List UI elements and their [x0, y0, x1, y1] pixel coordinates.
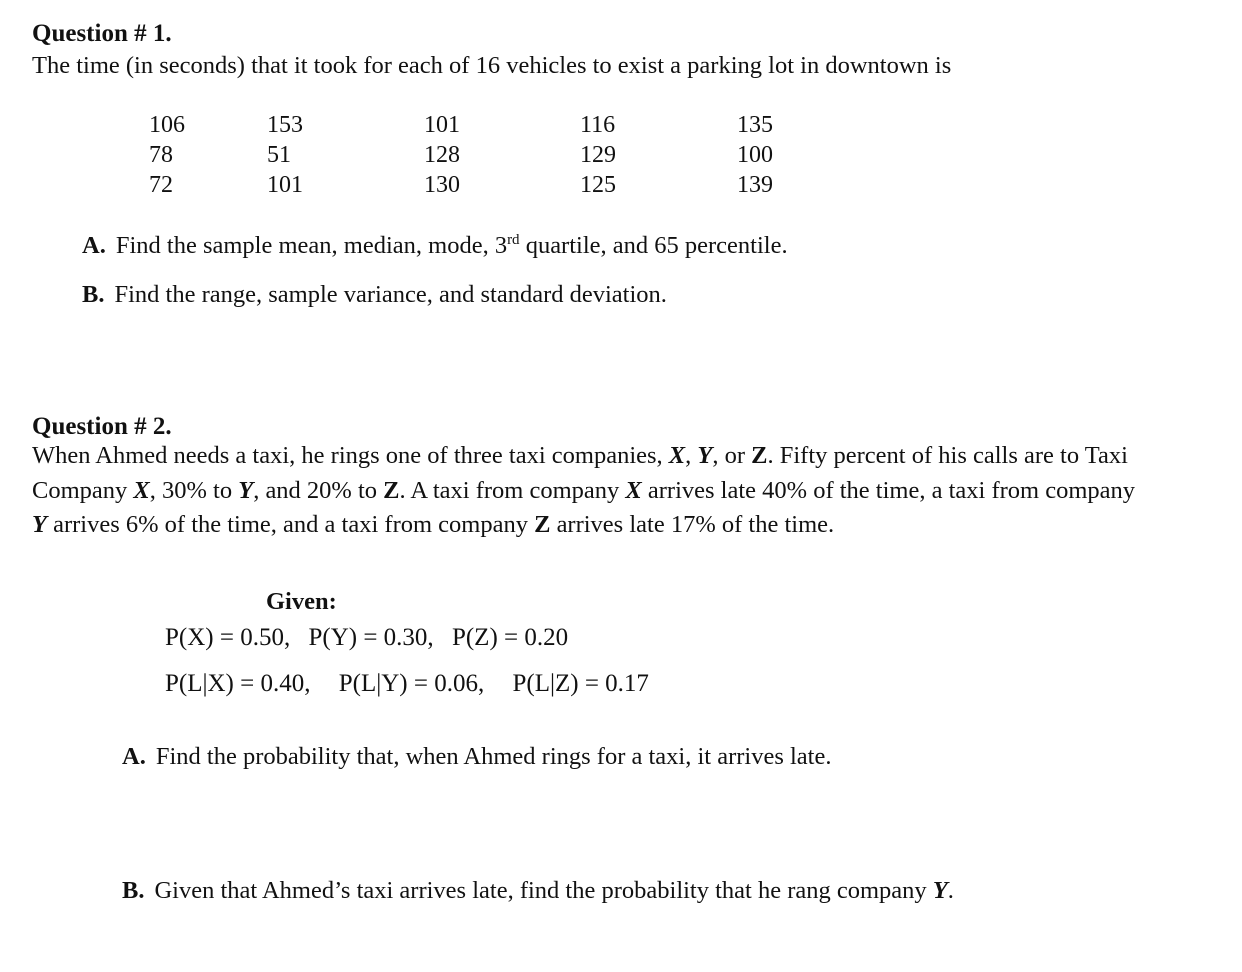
q2-paragraph-line-1	[32, 442, 1128, 470]
q2-part-a	[122, 743, 831, 771]
company-z: Z	[751, 442, 768, 469]
prob-late-given-y: P(L|Y) = 0.06,	[338, 670, 485, 697]
company-z: Z	[534, 511, 551, 538]
company-x: X	[625, 477, 642, 504]
text-run: , 30% to	[149, 477, 239, 504]
part-text: Find the probability that, when Ahmed rings for a taxi, it arrives late.	[155, 743, 832, 770]
text-run: arrives late 17% of the time.	[550, 511, 835, 538]
text-run: arrives late 40% of the time, a taxi from company	[641, 477, 1135, 504]
text-run: , and 20% to	[253, 477, 384, 504]
prob-z: P(Z) = 0.20	[451, 624, 569, 651]
q2-title: Question # 2.	[32, 413, 172, 440]
text-run: . Fifty percent of his calls are to Taxi	[767, 442, 1128, 469]
company-y: Y	[32, 511, 47, 538]
part-letter: A.	[122, 743, 146, 770]
data-cell: 116	[580, 112, 616, 138]
prob-y: P(Y) = 0.30,	[308, 624, 434, 651]
data-cell: 101	[267, 172, 303, 198]
data-cell: 78	[149, 142, 173, 168]
data-cell: 153	[267, 112, 303, 138]
data-cell: 101	[424, 112, 460, 138]
data-cell: 135	[737, 112, 773, 138]
data-cell: 130	[424, 172, 460, 198]
data-cell: 128	[424, 142, 460, 168]
data-cell: 139	[737, 172, 773, 198]
company-y: Y	[697, 442, 713, 469]
given-label: Given:	[266, 588, 337, 615]
data-cell: 51	[267, 142, 291, 168]
part-letter: B.	[122, 877, 145, 904]
text-run: . A taxi from company	[399, 477, 626, 504]
data-cell: 72	[149, 172, 173, 198]
company-x: X	[668, 442, 686, 469]
data-cell: 125	[580, 172, 616, 198]
q2-paragraph-line-2	[32, 477, 1135, 505]
prob-late-given-z: P(L|Z) = 0.17	[512, 670, 649, 697]
q1-title: Question # 1.	[32, 20, 172, 47]
prob-x: P(X) = 0.50,	[165, 624, 291, 651]
part-letter: A.	[82, 232, 106, 259]
company-z: Z	[383, 477, 400, 504]
text-run: arrives 6% of the time, and a taxi from company	[46, 511, 535, 538]
part-text-end: .	[947, 877, 954, 904]
part-text: Find the sample mean, median, mode, 3	[115, 232, 508, 259]
text-run: ,	[685, 442, 698, 469]
part-text-end: quartile, and 65 percentile.	[519, 232, 788, 259]
text-run: When Ahmed needs a taxi, he rings one of three taxi companies,	[32, 442, 669, 469]
part-letter: B.	[82, 281, 105, 308]
q2-part-b	[122, 877, 954, 905]
q1-part-a	[82, 232, 788, 260]
text-run: Company	[32, 477, 134, 504]
data-cell: 106	[149, 112, 185, 138]
given-line-2	[165, 670, 649, 698]
text-run: , or	[712, 442, 752, 469]
q1-intro: The time (in seconds) that it took for each of 16 vehicles to exist a parking lot in downtown is	[32, 52, 952, 79]
q1-part-b	[82, 281, 667, 309]
given-line-1	[165, 624, 568, 652]
q2-paragraph-line-3	[32, 511, 834, 539]
data-cell: 129	[580, 142, 616, 168]
part-text: Find the range, sample variance, and standard deviation.	[114, 281, 667, 308]
data-cell: 100	[737, 142, 773, 168]
company-y: Y	[932, 877, 948, 904]
company-x: X	[133, 477, 150, 504]
part-text: Given that Ahmed’s taxi arrives late, find the probability that he rang company	[154, 877, 933, 904]
ordinal-suffix: rd	[507, 231, 520, 248]
company-y: Y	[238, 477, 254, 504]
prob-late-given-x: P(L|X) = 0.40,	[165, 670, 311, 697]
